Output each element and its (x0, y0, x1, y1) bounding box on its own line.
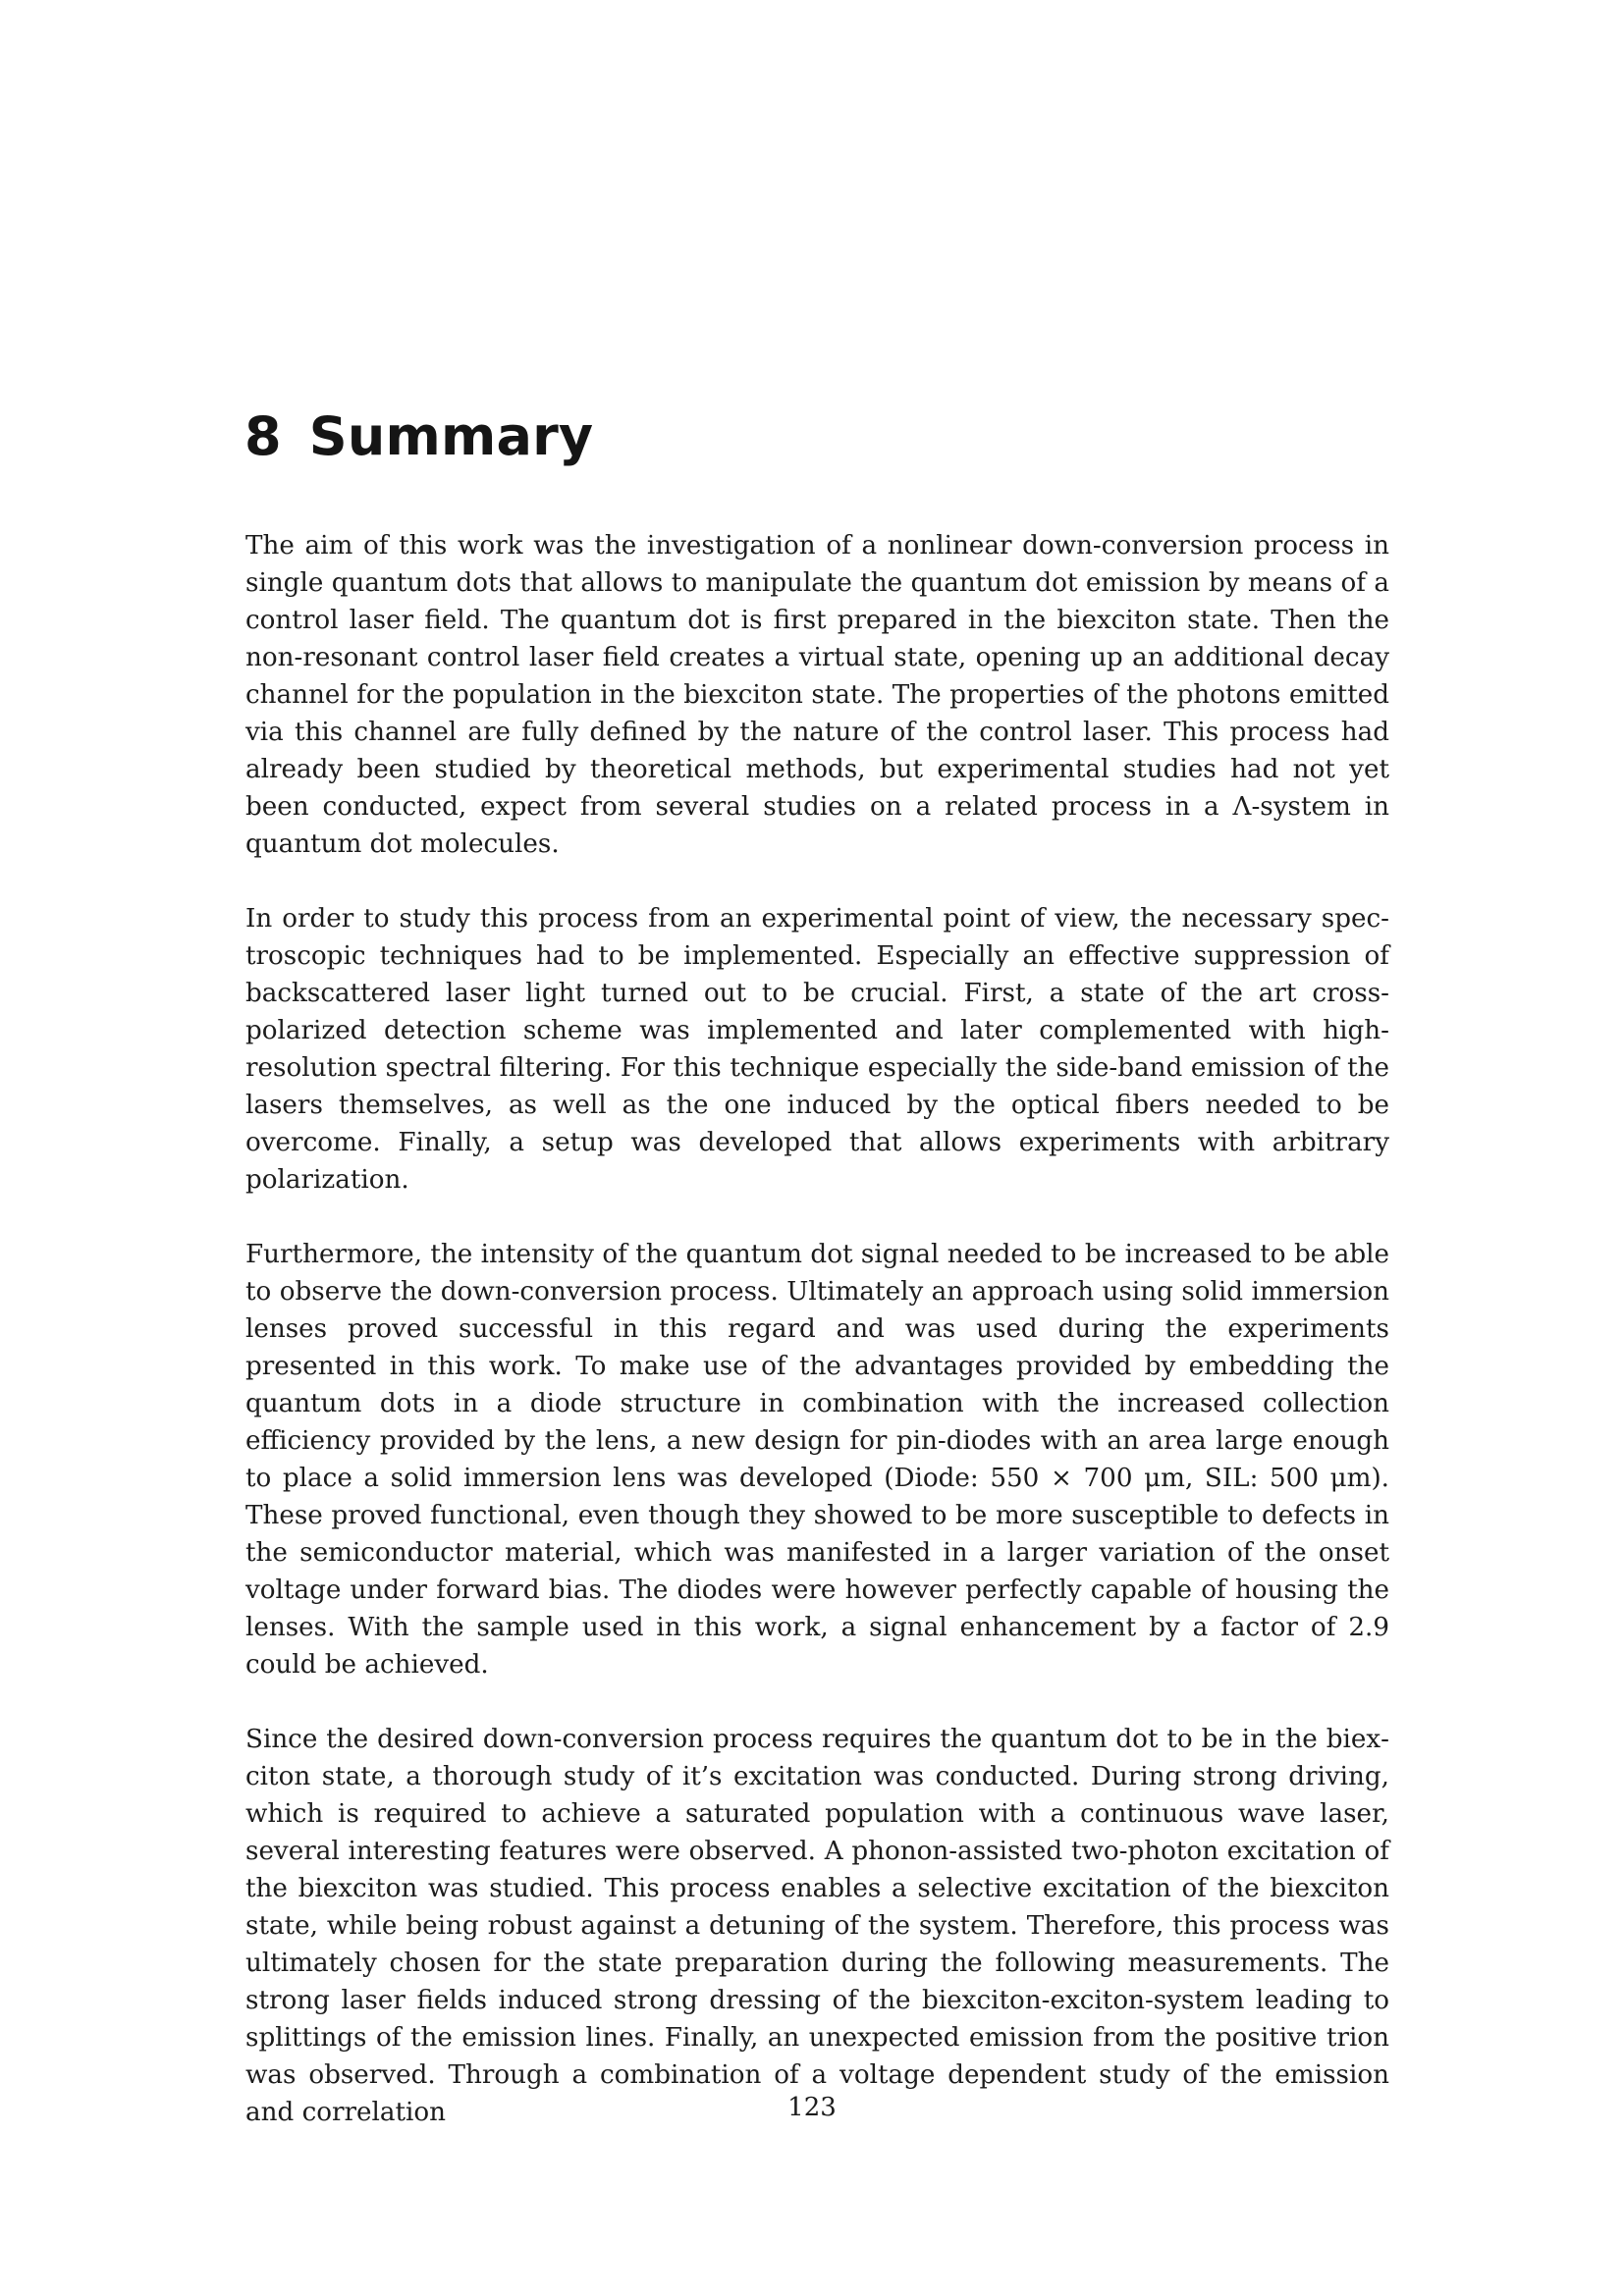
paragraph-spectroscopic-techniques: In order to study this process from an experimental point of view, the necessary spectroscopic techniques had to be implemented. Especially an effective suppression of backscattered laser light turned out to be crucial. First, a state of the art cross-polarized detection scheme was implemented and later complemented with high-resolution spectral filtering. For this technique especially the side-band emission of the lasers themselves, as well as the one induced by the optical fibers needed to be overcome. Finally, a setup was developed that allows experiments with arbitrary polarization. (245, 904, 1389, 1195)
paragraph-biexciton-excitation: Since the desired down-conversion process requires the quantum dot to be in the biexciton state, a thorough study of it’s excitation was conducted. During strong driving, which is required to achieve a saturated population with a continuous wave laser, several interesting features were observed. A phonon-assisted two-photon excitation of the biexciton was studied. This process enables a selective excitation of the biexciton state, while being robust against a detuning of the system. Therefore, this process was ultimately chosen for the state preparation during the following measurements. The strong laser fields induced strong dressing of the biexciton-exciton-system leading to splittings of the emission lines. Finally, an unexpected emission from the positive trion was observed. Through a combination of a voltage dependent study of the emission and correlation (245, 1725, 1389, 2127)
paragraph-aim: The aim of this work was the investigation of a nonlinear down-conversion process in single quantum dots that allows to manipulate the quantum dot emission by means of a control laser field. The quantum dot is first prepared in the biexciton state. Then the non-resonant control laser field creates a virtual state, opening up an additional decay channel for the population in the biexciton state. The properties of the photons emitted via this channel are fully defined by the nature of the control laser. This process had already been studied by theoretical methods, but experimental studies had not yet been conducted, expect from several studies on a related process in a Λ-system in quantum dot molecules. (245, 531, 1389, 859)
paragraph-signal-enhancement: Furthermore, the intensity of the quantum dot signal needed to be increased to be able to observe the down-conversion process. Ultimately an approach using solid immersion lenses proved successful in this regard and was used during the experiments presented in this work. To make use of the advantages provided by embedding the quantum dots in a diode structure in combination with the increased collection efficiency provided by the lens, a new design for pin-diodes with an area large enough to place a solid immersion lens was developed (Diode: 550 × 700 μm, SIL: 500 μm). These proved functional, even though they showed to be more susceptible to defects in the semiconductor material, which was manifested in a larger variation of the onset voltage under forward bias. The diodes were however perfectly capable of housing the lenses. With the sample used in this work, a signal enhancement by a factor of 2.9 could be achieved. (245, 1240, 1389, 1680)
body-text (245, 527, 1389, 2168)
chapter-title: Summary (308, 405, 594, 467)
chapter-number: 8 (244, 405, 282, 467)
page-number: 123 (787, 2093, 837, 2122)
chapter-heading (244, 400, 1383, 473)
